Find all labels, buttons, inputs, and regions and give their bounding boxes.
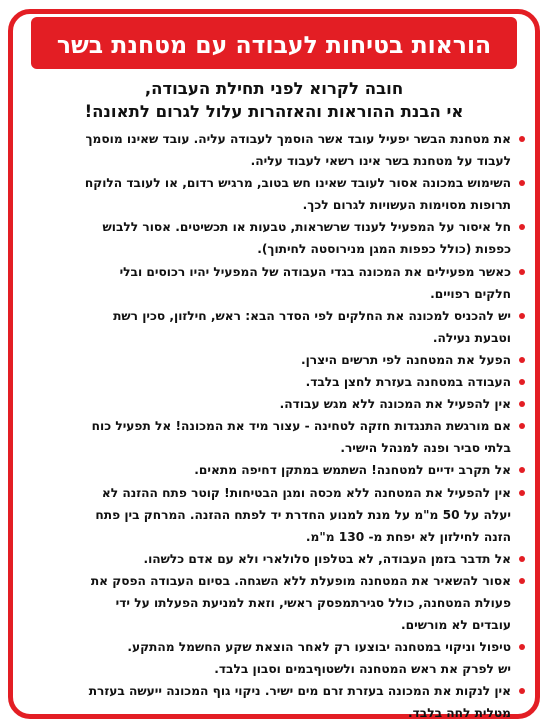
rule-text: העבודה במטחנה בעזרת לחצן בלבד. (305, 375, 511, 390)
safety-sign (8, 9, 540, 719)
rule-text: את מטחנת הבשר יפעיל עובד אשר הוסמך לעבודה עליה. עובד שאינו מוסמך לעבוד על מטחנת בשר אינו רשאי לעבוד עליה. (85, 132, 511, 169)
bullet-icon (519, 490, 525, 496)
rule-text: כאשר מפעילים את המכונה בגדי העבודה של המפעיל יהיו רכוסים ובלי חלקים רפויים. (119, 264, 511, 301)
rule-text: טיפול וניקוי במטחנה יבוצעו רק לאחר הוצאת שקע החשמל מהתקע. יש לפרק את ראש המטחנה ולשטוףבמים וסבון בלבד. (127, 640, 511, 677)
rule-text: אין להפעיל את המטחנה ללא מכסה ומגן הבטיחות! קוטר פתח ההזנה לא יעלה על 50 מ"מ על מנת למנוע החדרת יד לפתח ההזנה. המרחק בין פתח הזנה לחילזון לא יפחת מ- 130 מ"מ. (95, 485, 511, 544)
rule-item (27, 371, 525, 393)
title-bar (31, 17, 517, 69)
rule-item (27, 393, 525, 415)
bullet-icon (519, 423, 525, 429)
rule-text: השימוש במכונה אסור לעובד שאינו חש בטוב, מרגיש רדום, או לעובד הלוקח תרופות מסוימות העשויות לגרום לכך. (84, 176, 511, 213)
rule-item (27, 305, 525, 349)
bullet-icon (519, 578, 525, 584)
rule-item (27, 548, 525, 570)
rule-item (27, 459, 525, 481)
bullet-icon (519, 224, 525, 230)
rule-item (27, 636, 525, 680)
bullet-icon (519, 136, 525, 142)
bullet-icon (519, 313, 525, 319)
rule-item (27, 128, 525, 172)
subtitle-line: חובה לקרוא לפני תחילת העבודה, (144, 79, 404, 98)
rule-item (27, 570, 525, 636)
bullet-icon (519, 688, 525, 694)
bullet-icon (519, 401, 525, 407)
bullet-icon (519, 556, 525, 562)
rule-text: הפעל את המטחנה לפי תרשים היצרן. (300, 352, 511, 367)
sign-subtitle (13, 77, 535, 123)
rule-item (27, 415, 525, 459)
rule-text: אין לנקות את המכונה בעזרת זרם מים ישיר. ניקוי גוף המכונה ייעשה בעזרת מטלית לחה בלבד. (88, 684, 511, 721)
rule-text: אל תקרב ידיים למטחנה! השתמש במתקן דחיפה מתאים. (194, 463, 511, 478)
rule-text: אין להפעיל את המכונה ללא מגש עבודה. (279, 397, 511, 412)
subtitle-line: אי הבנת ההוראות והאזהרות עלול לגרום לתאונה! (84, 102, 464, 121)
bullet-icon (519, 467, 525, 473)
rule-item (27, 349, 525, 371)
bullet-icon (519, 269, 525, 275)
bullet-icon (519, 379, 525, 385)
rule-item (27, 261, 525, 305)
rule-text: אל תדבר בזמן העבודה, לא בטלפון סלולארי ולא עם אדם כלשהו. (143, 551, 511, 566)
rule-text: אם מורגשת התנגדות חזקה לטחינה - עצור מיד את המכונה! אל תפעיל כוח בלתי סביר ופנה למנהל הישיר. (91, 419, 511, 456)
rule-text: יש להכניס למכונה את החלקים לפי הסדר הבא: ראש, חילזון, סכין רשת וטבעת נעילה. (113, 308, 511, 345)
bullet-icon (519, 180, 525, 186)
rule-text: חל איסור על המפעיל לענוד שרשראות, טבעות או תכשיטים. אסור ללבוש כפפות (כולל כפפות המגן מנירוסטה לחיתוך). (102, 220, 511, 257)
rule-text: אסור להשאיר את המטחנה מופעלת ללא השגחה. בסיום העבודה הפסק את פעולת המטחנה, כולל סגירתמפסק ראשי, וזאת למניעת הפעלתו על ידי עובדים לא מורשים. (90, 573, 511, 633)
rule-item (27, 680, 525, 724)
bullet-icon (519, 644, 525, 650)
bullet-icon (519, 357, 525, 363)
rule-item (27, 482, 525, 548)
rules-list (27, 128, 525, 725)
rule-item (27, 216, 525, 260)
rule-item (27, 172, 525, 216)
sign-title: הוראות בטיחות לעבודה עם מטחנת בשר (56, 30, 492, 59)
